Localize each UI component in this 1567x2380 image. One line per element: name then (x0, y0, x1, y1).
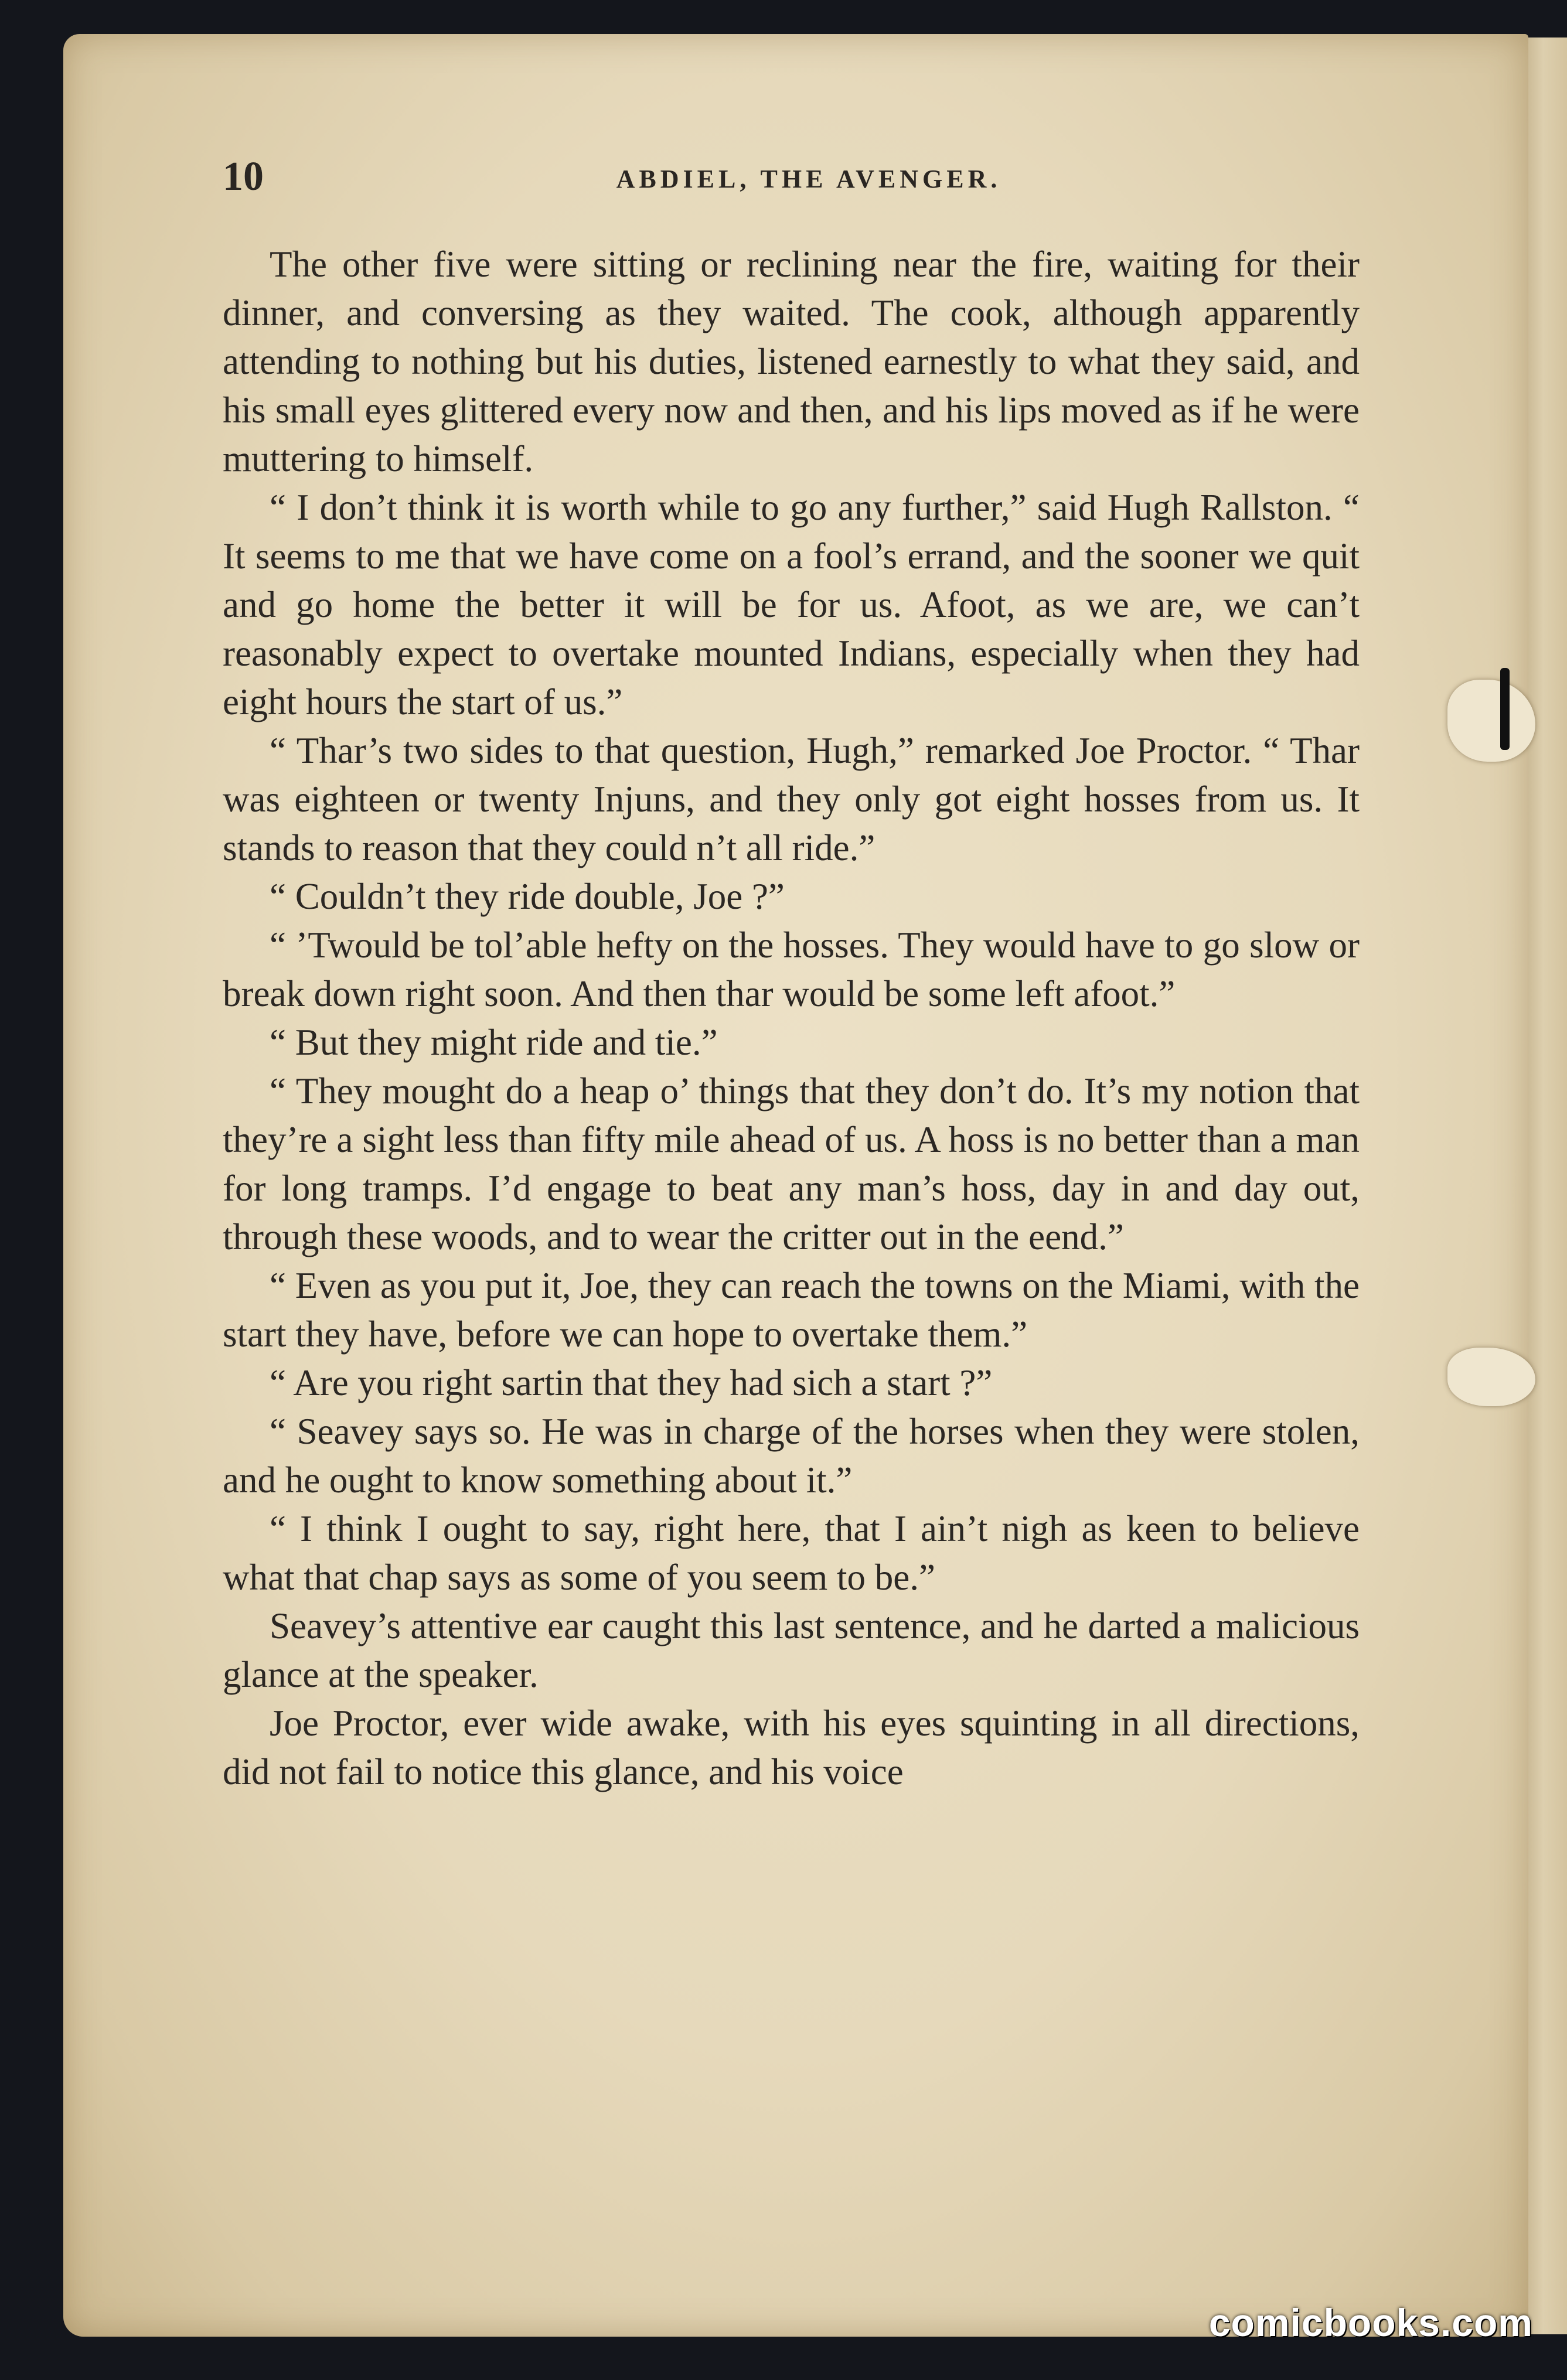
paragraph: “ Seavey says so. He was in charge of the horses when they were stolen, and he ought to know something about it.” (223, 1411, 1360, 1501)
paragraph: “ ’Twould be tol’able hefty on the hosses. They would have to go slow or break down right soon. And then thar would be some left afoot.” (223, 925, 1360, 1014)
page-header (223, 141, 1395, 211)
paragraph: Joe Proctor, ever wide awake, with his eyes squinting in all directions, did not fail to notice this glance, and his voice (223, 1703, 1360, 1792)
paragraph: “ They mought do a heap o’ things that they don’t do. It’s my notion that they’re a sight less than fifty mile ahead of us. A hoss is no better than a man for long tramps. I’d engage to beat any man’s hoss, day in and day out, through these woods, and to wear the critter out in the eend.” (223, 1070, 1360, 1257)
paragraph: “ Are you right sartin that they had sich a start ?” (270, 1362, 993, 1403)
site-watermark: comicbooks.com (1208, 2301, 1533, 2344)
page-number: 10 (223, 154, 264, 199)
paragraph: “ But they might ride and tie.” (270, 1022, 718, 1063)
paragraph: Seavey’s attentive ear caught this last sentence, and he darted a malicious glance at the speaker. (223, 1605, 1360, 1695)
running-title: ABDIEL, THE AVENGER. (616, 165, 1001, 193)
paragraph: “ Couldn’t they ride double, Joe ?” (270, 876, 785, 917)
paragraph: The other five were sitting or reclining near the fire, waiting for their dinner, and conversing as they waited. The cook, although apparently attending to nothing but his duties, listened earnestly to what they said, and his small eyes glittered every now and then, and his lips moved as if he were muttering to himself. (223, 244, 1360, 479)
paragraph: “ Even as you put it, Joe, they can reach the towns on the Miami, with the start they have, before we can hope to overtake them.” (223, 1265, 1360, 1355)
paragraph: “ I think I ought to say, right here, that I ain’t nigh as keen to believe what that chap says as some of you seem to be.” (223, 1508, 1360, 1598)
adjacent-page-edge (1524, 37, 1567, 2334)
body-text (223, 240, 1360, 1796)
paragraph: “ Thar’s two sides to that question, Hugh,” remarked Joe Proctor. “ Thar was eighteen or twenty Injuns, and they only got eight hosses from us. It stands to reason that they could n’t all ride.” (223, 730, 1360, 868)
binding-thread (1500, 668, 1510, 750)
paragraph: “ I don’t think it is worth while to go any further,” said Hugh Rallston. “ It seems to me that we have come on a fool’s errand, and the sooner we quit and go home the better it will be for us. Afoot, as we are, we can’t reasonably expect to overtake mounted Indians, especially when they had eight hours the start of us.” (223, 487, 1360, 722)
